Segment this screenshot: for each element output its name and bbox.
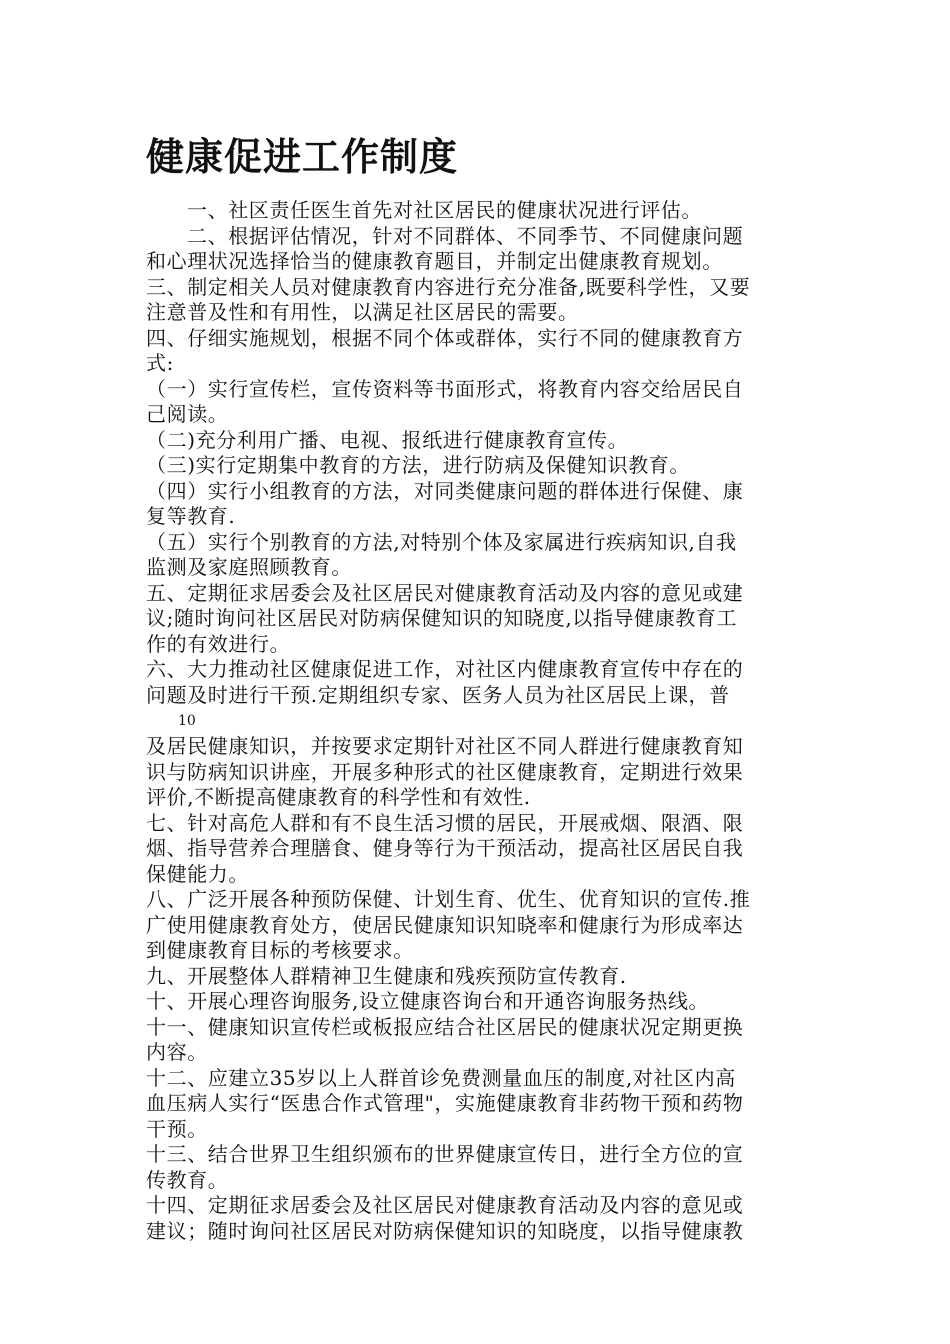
text-line: 血压病人实行“医患合作式管理"，实施健康教育非药物干预和药物	[146, 1091, 744, 1115]
text-line: 十一、健康知识宣传栏或板报应结合社区居民的健康状况定期更换	[146, 1014, 744, 1039]
text-line: 十、开展心理咨询服务,设立健康咨询台和开通咨询服务热线。	[146, 989, 710, 1013]
text-line: 七、针对高危人群和有不良生活习惯的居民，开展戒烟、限酒、限	[146, 810, 744, 835]
text-line: 二、根据评估情况，针对不同群体、不同季节、不同健康问题	[187, 223, 744, 248]
text-line: 十四、定期征求居委会及社区居民对健康教育活动及内容的意见或	[146, 1193, 744, 1217]
text-line: 评价,不断提高健康教育的科学性和有效性.	[146, 785, 531, 809]
text-line: 监测及家庭照顾教育。	[146, 555, 352, 579]
text-line: 己阅读。	[146, 402, 229, 426]
text-line: 四、仔细实施规划，根据不同个体或群体，实行不同的健康教育方	[146, 325, 744, 350]
text-line: 到健康教育目标的考核要求。	[146, 938, 414, 962]
text-line: 识与防病知识讲座，开展多种形式的社区健康教育，定期进行效果	[146, 759, 744, 784]
text-line: 干预。	[146, 1116, 208, 1141]
text-line: 一、社区责任医生首先对社区居民的健康状况进行评估。	[187, 198, 702, 222]
text-line: 传教育。	[146, 1167, 229, 1192]
text-line: 议;随时询问社区居民对防病保健知识的知晓度,以指导健康教育工	[146, 606, 738, 630]
text-line: （二)充分利用广播、电视、报纸进行健康教育宣传。	[146, 427, 629, 452]
text-line: 广使用健康教育处方，使居民健康知识知晓率和健康行为形成率达	[146, 912, 744, 937]
text-line: 保健能力。	[146, 861, 249, 886]
text-line: 内容。	[146, 1040, 208, 1064]
text-line: 作的有效进行。	[146, 631, 291, 656]
text-line: 及居民健康知识，并按要求定期针对社区不同人群进行健康教育知	[146, 734, 744, 758]
text-line: 建议；随时询问社区居民对防病保健知识的知晓度，以指导健康教	[146, 1218, 744, 1243]
text-line: 三、制定相关人员对健康教育内容进行充分准备,既要科学性，又要	[146, 274, 751, 299]
text-line: （五）实行个别教育的方法,对特别个体及家属进行疾病知识,自我	[146, 529, 737, 554]
text-line: 十二、应建立35岁以上人群首诊免费测量血压的制度,对社区内高	[146, 1065, 736, 1090]
page-number: 10	[178, 713, 196, 729]
text-line: 复等教育.	[146, 504, 236, 528]
text-line: （四）实行小组教育的方法，对同类健康问题的群体进行保健、康	[146, 478, 744, 503]
text-line: 八、广泛开展各种预防保健、计划生育、优生、优育知识的宣传.推	[146, 887, 751, 911]
text-line: 五、定期征求居委会及社区居民对健康教育活动及内容的意见或建	[146, 580, 744, 605]
text-line: 九、开展整体人群精神卫生健康和残疾预防宣传教育.	[146, 963, 627, 988]
text-line: 问题及时进行干预.定期组织专家、医务人员为社区居民上课，普	[146, 682, 730, 707]
document-title: 健康促进工作制度	[146, 134, 459, 179]
text-line: 和心理状况选择恰当的健康教育题目，并制定出健康教育规划。	[146, 249, 723, 273]
text-line: 十三、结合世界卫生组织颁布的世界健康宣传日，进行全方位的宣	[146, 1142, 744, 1166]
text-line: （三)实行定期集中教育的方法，进行防病及保健知识教育。	[146, 453, 691, 477]
document-body	[146, 198, 808, 1244]
text-line: （一）实行宣传栏，宣传资料等书面形式，将教育内容交给居民自	[146, 376, 744, 401]
text-line: 注意普及性和有用性，以满足社区居民的需要。	[146, 300, 579, 324]
text-line: 六、大力推动社区健康促进工作，对社区内健康教育宣传中存在的	[146, 657, 744, 681]
text-line: 烟、指导营养合理膳食、健身等行为干预活动，提高社区居民自我	[146, 836, 744, 860]
text-line: 式:	[146, 351, 174, 375]
